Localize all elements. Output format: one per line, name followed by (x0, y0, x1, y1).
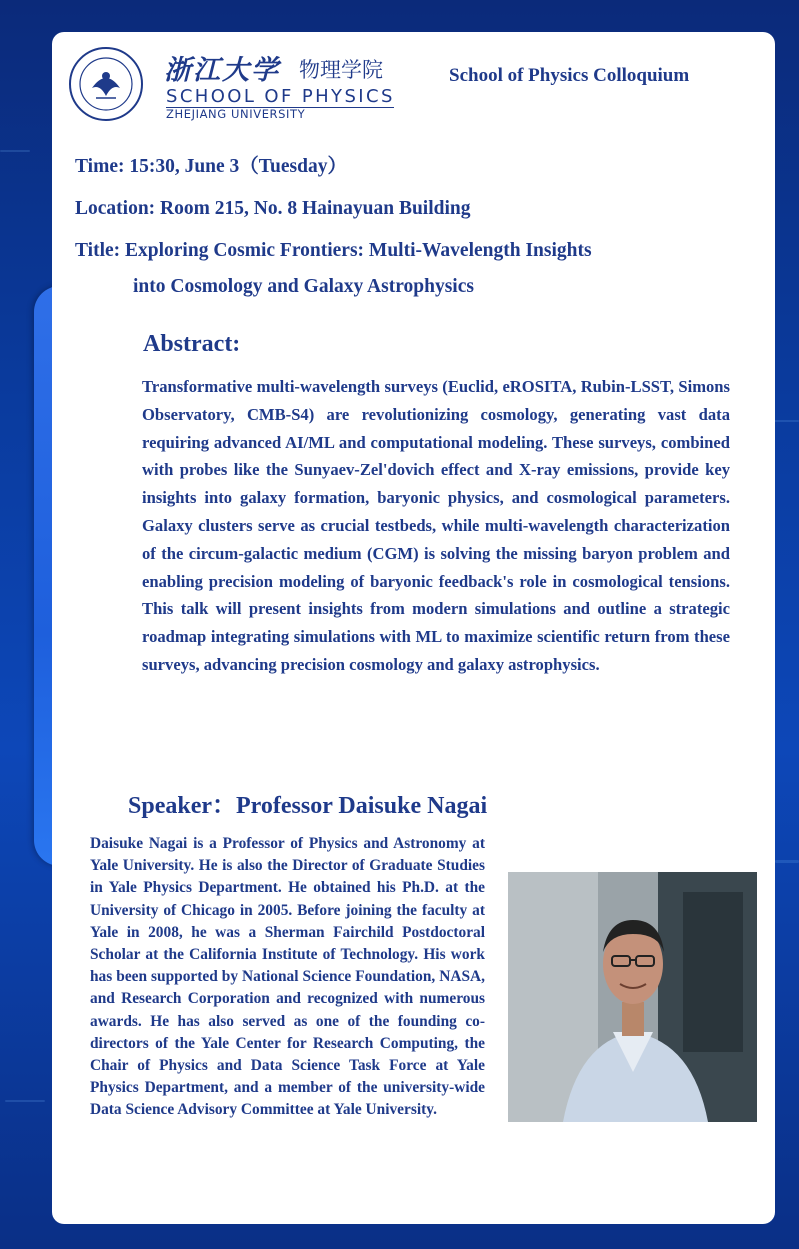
speaker-portrait-image (508, 872, 757, 1122)
abstract-heading: Abstract: (143, 331, 241, 357)
department-name-english: SCHOOL OF PHYSICS (166, 86, 395, 107)
university-seal-icon (68, 46, 144, 122)
speaker-photo (508, 872, 757, 1122)
background-streak (775, 860, 799, 863)
background-streak (0, 150, 30, 152)
speaker-bio: Daisuke Nagai is a Professor of Physics and Astronomy at Yale University. He is also the Director of Graduate Studies in Yale Physics Department. He obtained his Ph.D. at the University of Chicago in 2005. Before joining the faculty at Yale in 2008, he was a Sherman Fairchild Postdoctoral Scholar at the California Institute of Technology. His work has been supported by National Science Foundation, NASA, and Research Corporation and recognized with numerous awards. He has also served as one of the founding co-directors of the Yale Center for Research Computing, the Chair of Physics and Data Science Task Force at Yale Physics Department, and a member of the university-wide Data Science Advisory Committee at Yale University. (90, 835, 485, 1119)
header (52, 32, 775, 121)
background-streak (5, 1100, 45, 1102)
department-name-chinese: 物理学院 (299, 58, 383, 82)
poster-card (52, 32, 775, 1224)
event-time: Time: 15:30, June 3（Tuesday） (75, 156, 347, 177)
speaker-heading: Speaker：Professor Daisuke Nagai (128, 793, 488, 819)
university-logo-chinese: 浙江大学 (164, 55, 280, 86)
event-title-line2: into Cosmology and Galaxy Astrophysics (133, 276, 474, 297)
series-title: School of Physics Colloquium (449, 65, 690, 86)
university-name-english: ZHEJIANG UNIVERSITY (166, 107, 306, 121)
side-tab-notch (52, 300, 88, 850)
event-location: Location: Room 215, No. 8 Hainayuan Building (75, 198, 471, 219)
event-title-line1: Title: Exploring Cosmic Frontiers: Multi-Wavelength Insights (75, 240, 592, 261)
abstract-text: Transformative multi-wavelength surveys (Euclid, eROSITA, Rubin-LSST, Simons Observatory, CMB-S4) are revolutionizing cosmology, generating vast data requiring advanced AI/ML and computational modeling. These surveys, combined with probes like the Sunyaev-Zel'dovich effect and X-ray emissions, provide key insights into galaxy formation, baryonic physics, and cosmological parameters. Galaxy clusters serve as crucial testbeds, while multi-wavelength characterization of the circum-galactic medium (CGM) is solving the missing baryon problem and enabling precision modeling of baryonic feedback's role in cosmological tensions. This talk will present insights from modern simulations and outline a strategic roadmap integrating simulations with ML to maximize scientific return from these surveys, advancing precision cosmology and galaxy astrophysics. (142, 377, 730, 674)
